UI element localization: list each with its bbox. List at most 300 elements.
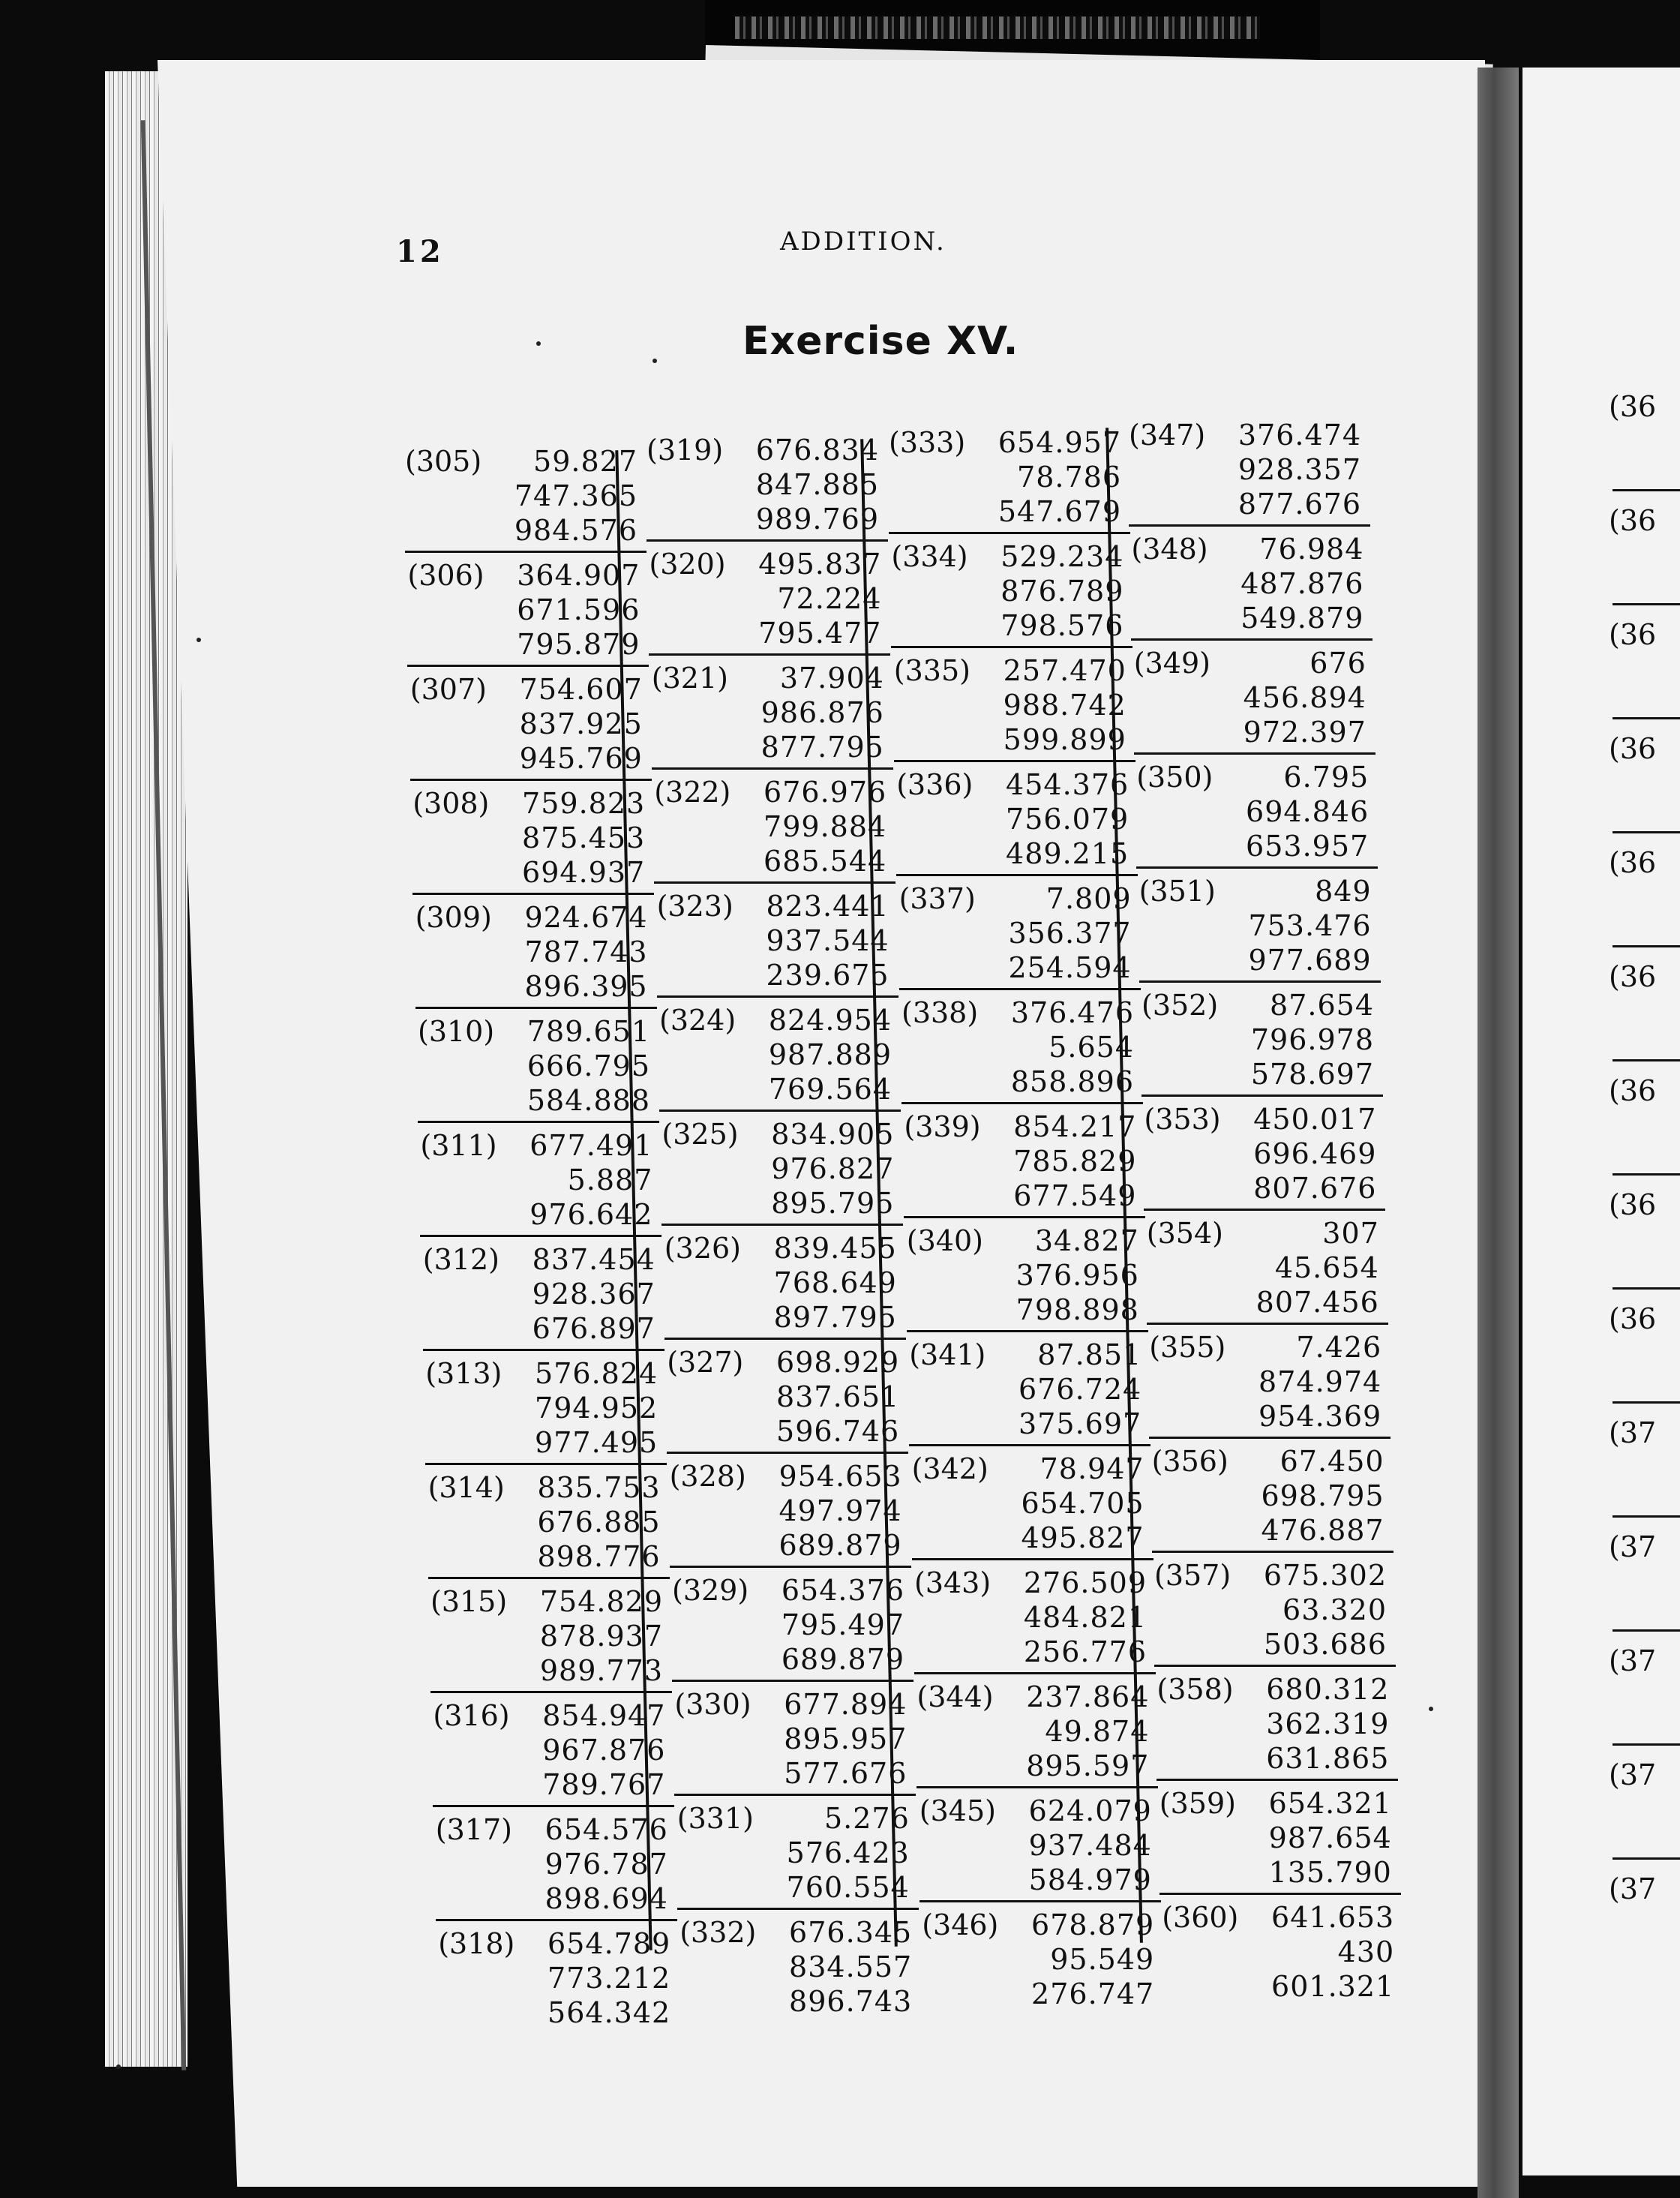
addend: 987.889 [768,1038,892,1071]
addend: 677.894 [784,1688,908,1721]
sum-rule [646,539,888,542]
ink-speck [196,638,201,642]
addend: 237.864 [1026,1680,1150,1713]
addend: 67.450 [1280,1445,1384,1478]
sum-rule [907,1330,1148,1332]
cut-off-sum-rule [1612,489,1680,491]
addend: 977.495 [535,1426,658,1459]
problem-number: (358) [1156,1673,1234,1706]
problem-number: (352) [1142,989,1219,1022]
cut-off-sum-rule [1612,1857,1680,1860]
addend: 257.470 [1003,654,1126,687]
sum-rule [410,779,652,781]
addition-problem [646,431,879,544]
cut-off-problem-number: (37 [1609,1416,1657,1449]
addend: 87.654 [1270,989,1374,1022]
addition-problem [438,1925,670,2037]
sum-rule [433,1805,674,1807]
problem-number: (307) [410,673,487,706]
addend: 796.978 [1250,1023,1374,1056]
sum-rule [1156,1779,1398,1781]
addend: 897.795 [773,1301,897,1334]
addend: 896.743 [789,1985,913,2018]
addend: 364.907 [517,559,640,592]
sum-rule [1152,1551,1394,1553]
addend: 564.342 [548,1996,671,2029]
problem-number: (348) [1131,533,1208,566]
problem-number: (329) [672,1574,749,1607]
addition-problem [916,1678,1149,1791]
addend: 754.829 [539,1585,663,1618]
addend: 601.321 [1271,1970,1395,2003]
addend: 487.876 [1240,567,1364,600]
addend: 989.769 [755,503,879,536]
addend: 795.477 [758,617,882,650]
addend: 376.474 [1238,419,1361,452]
addition-problem [410,671,643,783]
addend: 967.876 [542,1734,666,1767]
addend: 654.376 [781,1574,904,1607]
addend: 789.651 [526,1015,650,1048]
addend: 476.887 [1261,1514,1384,1547]
problem-number: (312) [422,1243,500,1276]
addition-problem [407,557,640,669]
addend: 503.686 [1263,1628,1387,1661]
addend: 49.874 [1045,1715,1150,1748]
problem-number: (308) [412,787,490,820]
addend: 895.957 [784,1722,908,1755]
problem-number: (335) [893,654,970,687]
addend: 874.974 [1258,1365,1382,1398]
sum-rule [1139,980,1381,983]
sum-rule [916,1786,1158,1788]
addend: 654.957 [998,426,1121,459]
problem-number: (315) [430,1585,508,1618]
problem-number: (323) [656,890,734,923]
sum-rule [428,1577,670,1579]
addend: 976.827 [771,1152,895,1185]
addend: 276.747 [1031,1977,1155,2010]
addition-problem [418,1013,650,1125]
addition-problem [659,1001,892,1114]
sum-rule [423,1349,664,1351]
addend: 454.376 [1006,768,1130,801]
problem-number: (344) [916,1680,994,1713]
addend: 895.795 [771,1187,895,1220]
addend: 6.795 [1283,761,1370,794]
addend: 798.898 [1016,1293,1139,1326]
addend: 858.896 [1010,1065,1134,1098]
addend: 599.899 [1003,723,1126,756]
sum-rule [889,532,1130,534]
cut-off-sum-rule [1612,945,1680,947]
sum-rule [436,1919,677,1921]
addend: 854.217 [1013,1110,1137,1143]
addition-problem [1162,1899,1394,2011]
problem-number: (319) [646,434,724,467]
cut-off-problem-number: (36 [1609,960,1657,993]
bleed-through-text [735,17,1260,39]
addend: 928.367 [532,1278,656,1311]
addition-problem [680,1914,912,2026]
problem-number: (343) [914,1566,992,1599]
problem-number: (317) [435,1813,512,1846]
sum-rule [662,1224,903,1226]
addend: 624.079 [1028,1794,1152,1827]
addend: 928.357 [1238,453,1361,486]
problem-number: (325) [662,1118,739,1151]
addition-problem [1139,872,1372,985]
addend: 675.302 [1263,1559,1387,1592]
addition-problem [1136,758,1369,871]
problem-number: (327) [667,1346,744,1379]
addend: 954.369 [1258,1400,1382,1433]
cut-off-sum-rule [1612,1059,1680,1061]
addition-problem [894,652,1126,764]
problem-number: (354) [1146,1217,1223,1250]
sum-rule [909,1444,1150,1446]
problem-number: (334) [891,540,968,573]
addend: 34.827 [1034,1224,1139,1257]
addend: 789.767 [542,1768,666,1801]
addend: 584.979 [1028,1863,1152,1896]
sum-rule [664,1338,906,1340]
problem-number: (347) [1129,419,1206,452]
addend: 676.724 [1018,1373,1142,1406]
addend: 877.676 [1238,488,1361,521]
addend: 835.753 [537,1471,661,1504]
sum-rule [894,760,1136,762]
problem-number: (337) [898,882,976,915]
problem-number: (333) [889,426,966,459]
addition-problem [420,1127,652,1239]
addition-problem [907,1222,1139,1335]
addend: 896.395 [524,970,648,1003]
problem-number: (313) [425,1357,502,1390]
addend: 7.426 [1296,1331,1382,1364]
addend: 987.654 [1268,1821,1392,1854]
addend: 754.607 [519,673,643,706]
cut-off-problem-number: (36 [1609,846,1657,879]
addend: 7.809 [1046,882,1132,915]
sum-rule [1136,866,1378,869]
addend: 945.769 [519,742,643,775]
sum-rule [1134,752,1376,755]
addend: 63.320 [1282,1593,1387,1626]
addend: 876.789 [1000,575,1124,608]
addition-problem [652,659,884,772]
addend: 798.576 [1000,609,1124,642]
addend: 78.947 [1040,1452,1144,1485]
cut-off-problem-number: (36 [1609,504,1657,537]
sum-rule [672,1680,914,1682]
addend: 753.476 [1248,909,1372,942]
addend: 807.456 [1256,1286,1379,1319]
addition-problem [1142,986,1374,1099]
problem-number: (316) [433,1699,510,1732]
book-gutter [1478,68,1519,2198]
addend: 45.654 [1274,1251,1379,1284]
addend: 254.594 [1008,951,1132,984]
addend: 773.212 [548,1962,671,1995]
cut-off-sum-rule [1612,831,1680,833]
addend: 976.787 [544,1848,668,1881]
problem-number: (360) [1162,1901,1239,1934]
addition-problem [412,785,645,897]
problem-number: (351) [1138,875,1216,908]
addend: 430 [1337,1935,1395,1968]
running-head: ADDITION. [780,227,946,257]
addition-problem [891,538,1124,650]
sum-rule [920,1900,1161,1902]
problem-number: (345) [919,1794,996,1827]
addition-problem [1131,530,1364,643]
problem-number: (331) [676,1802,754,1835]
addend: 654.321 [1268,1787,1392,1820]
addend: 547.679 [998,495,1121,528]
addend: 677.491 [530,1129,653,1162]
addition-problem [677,1800,910,1912]
addend: 937.484 [1028,1829,1152,1862]
addition-problem [1149,1329,1382,1441]
addend: 135.790 [1268,1856,1392,1889]
problem-number: (355) [1149,1331,1226,1364]
problem-number: (338) [902,996,979,1029]
ink-speck [116,2064,121,2069]
addend: 239.675 [766,959,890,992]
addend: 577.676 [784,1757,908,1790]
addend: 78.786 [1017,461,1121,494]
addend: 484.821 [1023,1601,1147,1634]
addend: 823.441 [766,890,890,923]
addition-problem [902,994,1134,1107]
addend: 756.079 [1006,803,1130,836]
sum-rule [670,1566,911,1568]
problem-number: (310) [418,1015,495,1048]
addition-problem [654,773,886,886]
addend: 795.879 [517,628,640,661]
addend: 685.544 [764,845,887,878]
problem-number: (311) [420,1129,497,1162]
addend: 59.827 [533,445,638,478]
sum-rule [425,1463,667,1465]
addend: 849 [1315,875,1372,908]
sum-rule [1154,1665,1396,1667]
addend: 799.884 [764,810,887,843]
addend: 376.476 [1010,996,1134,1029]
problem-number: (340) [906,1224,983,1257]
cut-off-problem-number: (36 [1609,618,1657,651]
problem-number: (332) [680,1916,757,1949]
addition-problem [1144,1101,1376,1213]
addend: 307 [1322,1217,1379,1250]
sum-rule [912,1558,1154,1560]
addend: 584.888 [526,1084,650,1117]
addend: 676.897 [532,1312,656,1345]
problem-number: (305) [405,445,482,478]
cut-off-problem-number: (37 [1609,1872,1657,1905]
problem-number: (328) [669,1460,746,1493]
addend: 578.697 [1250,1058,1374,1091]
addend: 362.319 [1266,1707,1390,1740]
problem-number: (330) [674,1688,752,1721]
addend: 549.879 [1240,602,1364,635]
cut-off-problem-number: (37 [1609,1758,1657,1791]
addend: 456.894 [1243,681,1366,714]
sum-rule [899,988,1141,990]
addend: 760.554 [786,1871,910,1904]
addend: 689.879 [781,1643,904,1676]
addend: 698.795 [1261,1479,1384,1512]
problem-number: (342) [911,1452,988,1485]
sum-rule [1131,638,1372,641]
cut-off-problem-number: (37 [1609,1530,1657,1563]
addend: 654.705 [1021,1487,1144,1520]
addend: 495.827 [1021,1521,1144,1554]
addend: 875.453 [522,821,646,854]
ink-speck [1429,1707,1433,1711]
addend: 877.795 [760,731,884,764]
addend: 356.377 [1008,917,1132,950]
addition-problem [1160,1785,1392,1897]
problem-number: (339) [904,1110,981,1143]
problem-number: (336) [896,768,974,801]
addend: 497.974 [778,1494,902,1527]
problem-number: (320) [649,548,726,581]
problem-number: (314) [428,1471,505,1504]
exercise-title: Exercise XV. [742,319,1019,364]
sum-rule [416,1007,657,1009]
addend: 988.742 [1003,689,1126,722]
addend: 837.454 [532,1243,656,1276]
problem-number: (318) [438,1927,515,1960]
addition-problem [433,1697,665,1809]
problem-number: (341) [909,1338,986,1371]
addition-problem [425,1355,658,1467]
addition-problem [899,880,1132,992]
addend: 834.557 [789,1950,913,1983]
addend: 954.653 [778,1460,902,1493]
problem-number: (326) [664,1232,741,1265]
addend: 694.846 [1246,795,1370,828]
addend: 795.497 [781,1608,904,1641]
addend: 87.851 [1037,1338,1142,1371]
sum-rule [891,646,1132,648]
problem-number: (309) [415,901,492,934]
addend: 878.937 [539,1620,663,1653]
page-number: 12 [396,234,444,269]
addend: 676 [1310,647,1366,680]
addend: 839.455 [773,1232,897,1265]
addend: 807.676 [1253,1172,1377,1205]
addition-problem [674,1686,907,1798]
cut-off-problem-number: (36 [1609,390,1657,423]
addend: 5.887 [567,1164,653,1197]
addend: 676.345 [789,1916,913,1949]
cut-off-sum-rule [1612,1173,1680,1176]
addend: 72.224 [777,582,882,615]
addition-problem [664,1230,897,1342]
sum-rule [405,551,646,553]
cut-off-sum-rule [1612,1515,1680,1518]
sum-rule [667,1452,908,1454]
addend: 654.576 [544,1813,668,1846]
addition-problem [914,1564,1147,1677]
addend: 678.879 [1031,1908,1155,1941]
addition-problem [904,1108,1136,1221]
addend: 676.885 [537,1506,661,1539]
addend: 986.876 [760,696,884,729]
sum-rule [420,1235,662,1237]
cut-off-problem-number: (36 [1609,1302,1657,1335]
addend: 768.649 [773,1266,897,1299]
sum-rule [1160,1893,1401,1895]
problem-number: (349) [1133,647,1210,680]
addend: 895.597 [1026,1749,1150,1782]
problem-number: (306) [407,559,484,592]
addend: 256.776 [1023,1635,1147,1668]
addition-problem [667,1344,899,1456]
problem-number: (359) [1159,1787,1236,1820]
problem-number: (353) [1144,1103,1221,1136]
cut-off-sum-rule [1612,717,1680,719]
addition-problem [423,1241,656,1353]
ink-speck [652,359,657,363]
addend: 977.689 [1248,944,1372,977]
sum-rule [1129,524,1370,527]
addend: 276.509 [1023,1566,1147,1599]
addend: 837.925 [519,707,643,740]
addend: 576.423 [786,1836,910,1869]
addition-problem [672,1572,904,1684]
addend: 847.885 [755,468,879,501]
addition-problem [405,443,638,555]
addition-problem [1154,1557,1387,1669]
addend: 989.773 [539,1654,663,1687]
addend: 924.674 [524,901,648,934]
addend: 376.956 [1016,1259,1139,1292]
addend: 676.976 [764,776,887,809]
addend: 676.834 [755,434,879,467]
cut-off-sum-rule [1612,603,1680,605]
sum-rule [1142,1094,1383,1097]
addend: 937.544 [766,924,890,957]
sum-rule [649,653,890,656]
addend: 5.654 [1048,1031,1134,1064]
problem-number: (324) [659,1004,736,1037]
addend: 677.549 [1013,1179,1137,1212]
addend: 898.694 [544,1882,668,1915]
addend: 641.653 [1271,1901,1395,1934]
addend: 654.789 [548,1927,671,1960]
addition-problem [428,1469,661,1581]
addend: 631.865 [1266,1742,1390,1775]
problem-number: (346) [922,1908,999,1941]
addition-problem [889,424,1121,536]
addition-problem [896,766,1129,878]
sum-rule [902,1102,1143,1104]
addition-problem [909,1336,1142,1449]
cut-off-sum-rule [1612,1629,1680,1632]
addition-problem [1134,644,1366,757]
sum-rule [407,665,649,667]
addition-problem [1147,1215,1379,1327]
addend: 787.743 [524,935,648,968]
cut-off-problem-number: (36 [1609,732,1657,765]
addend: 450.017 [1253,1103,1377,1136]
addition-problem [922,1906,1154,2019]
addition-problem [912,1450,1144,1563]
